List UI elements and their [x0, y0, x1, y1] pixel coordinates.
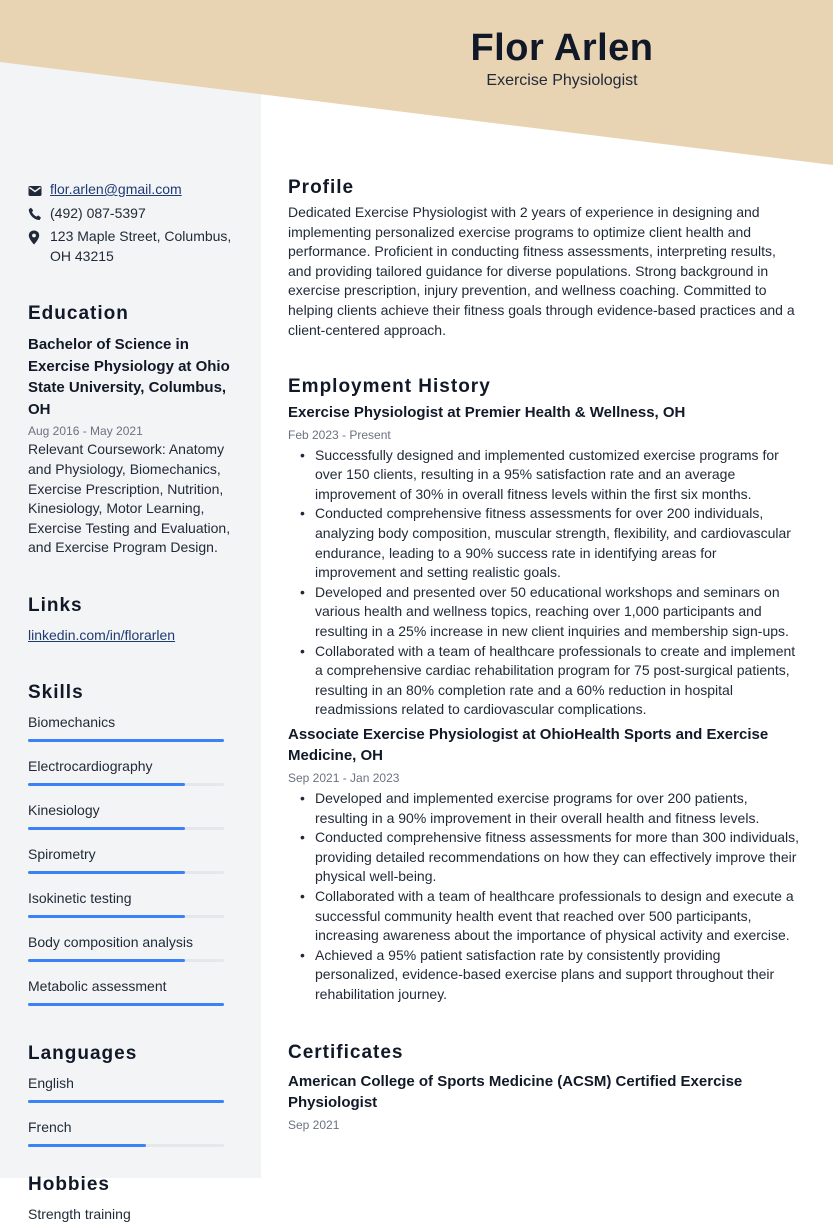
- job-bullet: • Developed and implemented exercise programs for over 200 patients, resulting in a 90% improvement in their overall health and fitness levels.: [288, 789, 800, 828]
- job-entry: [288, 724, 800, 1005]
- skill-label: Metabolic assessment: [28, 977, 167, 994]
- certificates-heading: Certificates: [288, 1041, 404, 1063]
- phone-icon: [28, 204, 50, 227]
- language-item: [28, 1074, 233, 1103]
- profile-text: Dedicated Exercise Physiologist with 2 years of experience in designing and implementing personalized exercise programs to optimize client health and performance. Proficient in conducting fitness assessments, interpreting results, and providing tailored guidance for diverse populations. Strong background in exercise prescription, injury prevention, and wellness coaching. Committed to helping clients achieve their fitness goals through evidence-based practices and a client-centered approach.: [288, 204, 795, 338]
- level-bar-track: [28, 915, 224, 918]
- skills-list: [28, 713, 233, 1006]
- skill-label: Spirometry: [28, 845, 96, 862]
- language-label: French: [28, 1118, 72, 1135]
- skill-label: Kinesiology: [28, 801, 100, 818]
- certificate-date: Sep 2021: [288, 1117, 340, 1132]
- skill-item: [28, 977, 233, 1006]
- level-bar-fill: [28, 739, 224, 742]
- skill-label: Body composition analysis: [28, 933, 193, 950]
- education-dates: Aug 2016 - May 2021: [28, 424, 143, 439]
- main-content: [288, 176, 800, 1134]
- links-heading: Links: [28, 594, 83, 616]
- candidate-name: Flor Arlen: [470, 27, 654, 69]
- skill-label: Biomechanics: [28, 713, 116, 730]
- email-link[interactable]: flor.arlen@gmail.com: [50, 181, 182, 197]
- level-bar-track: [28, 1144, 224, 1147]
- job-dates: Feb 2023 - Present: [288, 427, 391, 442]
- contact-section: [28, 180, 233, 266]
- language-item: [28, 1118, 233, 1147]
- level-bar-fill: [28, 1003, 224, 1006]
- linkedin-link[interactable]: linkedin.com/in/florarlen: [28, 626, 176, 643]
- job-bullets: [288, 789, 800, 1005]
- education-degree: Bachelor of Science in Exercise Physiology at Ohio State University, Columbus, OH: [28, 336, 230, 418]
- level-bar-fill: [28, 1144, 146, 1147]
- language-label: English: [28, 1074, 74, 1091]
- envelope-icon: [28, 180, 50, 203]
- skill-item: [28, 801, 233, 830]
- certificates-section: [288, 1041, 800, 1134]
- job-bullet: • Developed and presented over 50 educational workshops and seminars on various health and wellness topics, reaching over 1,000 participants and resulting in a 25% increase in new client inquiries and membership sign-ups.: [288, 583, 800, 642]
- candidate-title: Exercise Physiologist: [486, 72, 638, 89]
- hobby-item: Strength training: [28, 1205, 131, 1222]
- job-bullet: • Conducted comprehensive fitness assessments for more than 300 individuals, providing detailed recommendations on how they can effectively improve their physical well-being.: [288, 828, 800, 887]
- skill-item: [28, 933, 233, 962]
- certificate-title: American College of Sports Medicine (ACSM) Certified Exercise Physiologist: [288, 1072, 743, 1111]
- hobbies-heading: Hobbies: [28, 1173, 110, 1195]
- job-title: Exercise Physiologist at Premier Health & Wellness, OH: [288, 404, 686, 422]
- level-bar-track: [28, 1100, 224, 1103]
- skills-heading: Skills: [28, 681, 84, 703]
- job-title: Associate Exercise Physiologist at OhioHealth Sports and Exercise Medicine, OH: [288, 725, 769, 765]
- job-entry: [288, 402, 800, 720]
- phone-number: (492) 087-5397: [50, 204, 146, 221]
- map-pin-icon: [28, 227, 50, 251]
- contact-email: [28, 180, 233, 203]
- employment-section: [288, 375, 800, 1004]
- level-bar-track: [28, 783, 224, 786]
- skill-label: Isokinetic testing: [28, 889, 132, 906]
- skill-item: [28, 889, 233, 918]
- level-bar-fill: [28, 827, 185, 830]
- level-bar-fill: [28, 1100, 224, 1103]
- links-section: [28, 594, 233, 646]
- header: [261, 24, 833, 90]
- job-bullets: [288, 446, 800, 720]
- level-bar-track: [28, 959, 224, 962]
- skill-item: [28, 845, 233, 874]
- job-bullet: • Successfully designed and implemented customized exercise programs for over 150 clients, resulting in a 95% satisfaction rate and an average improvement of 30% in overall fitness levels within the first six months.: [288, 446, 800, 505]
- job-bullet: • Collaborated with a team of healthcare professionals to create and implement a comprehensive cardiac rehabilitation program for 75 post-surgical patients, resulting in an 80% completion rate and a 60% reduction in hospital readmissions related to cardiovascular complications.: [288, 642, 800, 720]
- languages-list: [28, 1074, 233, 1147]
- job-dates: Sep 2021 - Jan 2023: [288, 770, 400, 785]
- level-bar-fill: [28, 871, 185, 874]
- job-bullet: • Conducted comprehensive fitness assessments for over 200 individuals, analyzing body composition, muscular strength, flexibility, and cardiovascular endurance, leading to a 90% success rate in identifying areas for improvement and setting realistic goals.: [288, 504, 800, 582]
- languages-section: [28, 1042, 233, 1147]
- level-bar-fill: [28, 783, 185, 786]
- level-bar-track: [28, 827, 224, 830]
- skill-item: [28, 713, 233, 742]
- level-bar-track: [28, 871, 224, 874]
- sidebar: [28, 180, 233, 1224]
- level-bar-fill: [28, 915, 185, 918]
- job-bullet: • Achieved a 95% patient satisfaction rate by consistently providing personalized, evidence-based exercise plans and support throughout their rehabilitation journey.: [288, 946, 800, 1005]
- level-bar-fill: [28, 959, 185, 962]
- contact-address: [28, 227, 233, 266]
- languages-heading: Languages: [28, 1042, 138, 1064]
- education-coursework: Relevant Coursework: Anatomy and Physiology, Biomechanics, Exercise Prescription, Nutrition, Kinesiology, Motor Learning, Exercise Testing and Evaluation, and Exercise Program Design.: [28, 441, 231, 556]
- profile-heading: Profile: [288, 177, 355, 198]
- contact-phone: [28, 204, 233, 227]
- job-bullet: • Collaborated with a team of healthcare professionals to design and execute a successful community health event that reached over 500 participants, increasing awareness about the importance of physical activity and exercise.: [288, 887, 800, 946]
- skills-section: [28, 681, 233, 1006]
- employment-heading: Employment History: [288, 376, 491, 398]
- skill-item: [28, 757, 233, 786]
- skill-label: Electrocardiography: [28, 757, 153, 774]
- level-bar-track: [28, 1003, 224, 1006]
- level-bar-track: [28, 739, 224, 742]
- address-text: 123 Maple Street, Columbus, OH 43215: [50, 228, 232, 264]
- hobbies-section: [28, 1173, 233, 1224]
- education-heading: Education: [28, 303, 129, 325]
- jobs-list: [288, 402, 800, 1004]
- education-section: [28, 302, 233, 558]
- profile-section: [288, 176, 800, 340]
